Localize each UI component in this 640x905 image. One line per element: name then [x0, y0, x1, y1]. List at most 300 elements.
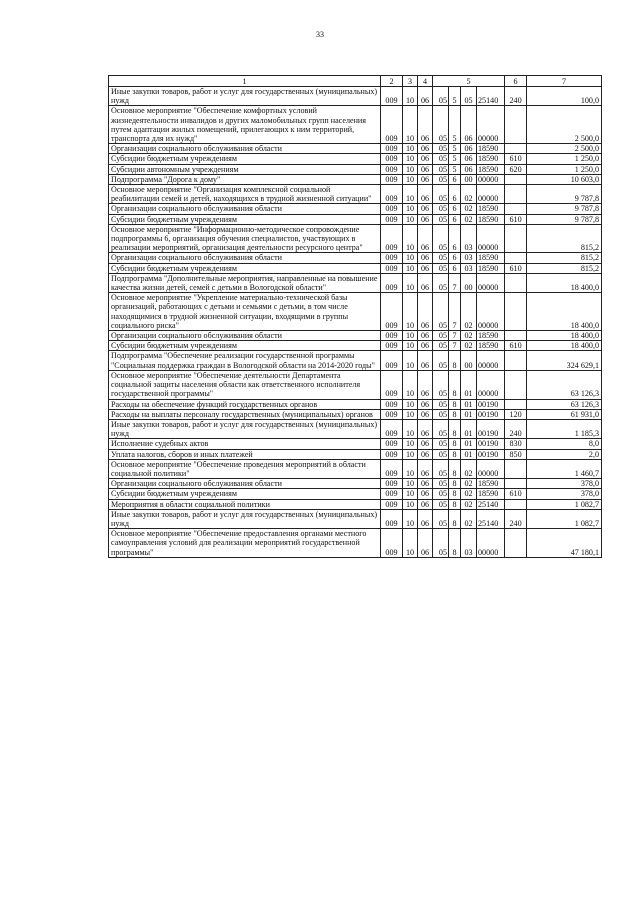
row-code-section: 10 [403, 164, 418, 174]
row-code-measure: 02 [461, 214, 477, 224]
row-amount: 47 180,1 [527, 529, 602, 558]
row-code-subsection: 06 [418, 459, 433, 478]
row-code-direction: 18590 [477, 154, 505, 164]
row-code-subsection: 06 [418, 164, 433, 174]
header-col-5: 5 [433, 76, 505, 87]
row-code-direction: 00000 [477, 351, 505, 370]
row-code-measure: 00 [461, 273, 477, 292]
row-code-measure: 03 [461, 263, 477, 273]
row-amount: 18 400,0 [527, 293, 602, 331]
row-amount: 324 629,1 [527, 351, 602, 370]
row-code-subsection: 06 [418, 185, 433, 204]
row-code-direction: 00190 [477, 409, 505, 419]
row-code-section: 10 [403, 499, 418, 509]
budget-table [108, 75, 602, 558]
row-amount: 815,2 [527, 263, 602, 273]
table-row [109, 204, 602, 214]
row-name: Субсидии бюджетным учреждениям [109, 263, 381, 273]
row-code-measure: 02 [461, 293, 477, 331]
row-code-direction: 18590 [477, 479, 505, 489]
row-code-subsection: 06 [418, 341, 433, 351]
row-code-subsection: 06 [418, 509, 433, 528]
table-row [109, 253, 602, 263]
row-code-expense-type [505, 529, 527, 558]
row-code-expense-type: 120 [505, 409, 527, 419]
row-code-subsection: 06 [418, 331, 433, 341]
row-code-program: 05 [433, 253, 449, 263]
header-col-6: 6 [505, 76, 527, 87]
row-code-subsection: 06 [418, 144, 433, 154]
row-code-subprogram: 5 [449, 87, 461, 106]
row-code-section: 10 [403, 214, 418, 224]
row-amount: 10 603,0 [527, 174, 602, 184]
row-code-ministry: 009 [381, 204, 403, 214]
row-code-program: 05 [433, 399, 449, 409]
row-code-section: 10 [403, 509, 418, 528]
row-name: Основное мероприятие "Обеспечение комфортных условий жизнедеятельности инвалидов и других маломобильных групп населения путем адаптации жилых помещений, прилегающих к ним территорий, транспорта для их нужд" [109, 106, 381, 144]
row-code-expense-type [505, 479, 527, 489]
row-amount: 1 082,7 [527, 509, 602, 528]
row-code-direction: 18590 [477, 164, 505, 174]
row-code-subprogram: 5 [449, 144, 461, 154]
row-name: Уплата налогов, сборов и иных платежей [109, 449, 381, 459]
row-code-subprogram: 8 [449, 489, 461, 499]
table-row [109, 489, 602, 499]
row-code-subsection: 06 [418, 174, 433, 184]
table-row [109, 479, 602, 489]
row-code-section: 10 [403, 351, 418, 370]
row-code-measure: 02 [461, 204, 477, 214]
row-amount: 378,0 [527, 479, 602, 489]
row-code-ministry: 009 [381, 106, 403, 144]
row-code-program: 05 [433, 87, 449, 106]
row-code-subsection: 06 [418, 224, 433, 253]
row-code-subprogram: 8 [449, 351, 461, 370]
row-code-expense-type [505, 370, 527, 399]
row-code-section: 10 [403, 87, 418, 106]
row-code-ministry: 009 [381, 87, 403, 106]
row-code-measure: 06 [461, 106, 477, 144]
row-code-program: 05 [433, 509, 449, 528]
row-name: Организации социального обслуживания области [109, 479, 381, 489]
row-code-direction: 18590 [477, 489, 505, 499]
row-name: Подпрограмма "Дорога к дому" [109, 174, 381, 184]
row-code-subsection: 06 [418, 87, 433, 106]
row-code-expense-type [505, 106, 527, 144]
row-code-subsection: 06 [418, 214, 433, 224]
header-col-4: 4 [418, 76, 433, 87]
row-code-measure: 01 [461, 399, 477, 409]
row-code-subprogram: 6 [449, 214, 461, 224]
row-code-subprogram: 8 [449, 399, 461, 409]
row-code-ministry: 009 [381, 263, 403, 273]
row-code-direction: 00190 [477, 399, 505, 409]
row-code-section: 10 [403, 449, 418, 459]
row-code-section: 10 [403, 459, 418, 478]
row-name: Основное мероприятие "Обеспечение проведения мероприятий в области социальной политики" [109, 459, 381, 478]
row-code-expense-type: 620 [505, 164, 527, 174]
row-code-ministry: 009 [381, 293, 403, 331]
row-code-subprogram: 6 [449, 253, 461, 263]
row-name: Основное мероприятие "Информационно-методическое сопровождение подпрограммы 6, организация обучения специалистов, участвующих в реализации мероприятий, организация деятельности ресурсного центра" [109, 224, 381, 253]
row-code-expense-type: 830 [505, 439, 527, 449]
row-code-section: 10 [403, 409, 418, 419]
row-code-section: 10 [403, 293, 418, 331]
row-code-direction: 25140 [477, 499, 505, 509]
row-code-measure: 06 [461, 154, 477, 164]
row-amount: 100,0 [527, 87, 602, 106]
row-name: Иные закупки товаров, работ и услуг для государственных (муниципальных) нужд [109, 87, 381, 106]
row-code-program: 05 [433, 154, 449, 164]
table-row [109, 154, 602, 164]
row-code-direction: 18590 [477, 253, 505, 263]
row-code-direction: 00000 [477, 224, 505, 253]
row-code-subsection: 06 [418, 529, 433, 558]
table-row [109, 331, 602, 341]
row-code-ministry: 009 [381, 164, 403, 174]
row-code-subsection: 06 [418, 351, 433, 370]
row-code-subsection: 06 [418, 273, 433, 292]
row-amount: 18 400,0 [527, 341, 602, 351]
row-code-expense-type [505, 174, 527, 184]
row-name: Основное мероприятие "Организация комплексной социальной реабилитации семей и детей, находящихся в трудной жизненной ситуации" [109, 185, 381, 204]
table-row [109, 174, 602, 184]
row-code-expense-type [505, 204, 527, 214]
row-code-direction: 18590 [477, 214, 505, 224]
row-code-section: 10 [403, 479, 418, 489]
row-code-expense-type: 240 [505, 509, 527, 528]
row-code-expense-type: 240 [505, 419, 527, 438]
row-code-direction: 00000 [477, 459, 505, 478]
row-code-program: 05 [433, 293, 449, 331]
row-code-section: 10 [403, 154, 418, 164]
table-row [109, 370, 602, 399]
row-name: Организации социального обслуживания области [109, 253, 381, 263]
row-code-measure: 01 [461, 409, 477, 419]
row-code-section: 10 [403, 273, 418, 292]
row-code-program: 05 [433, 263, 449, 273]
row-amount: 18 400,0 [527, 331, 602, 341]
row-code-program: 05 [433, 331, 449, 341]
row-name: Подпрограмма "Обеспечение реализации государственной программы "Социальная поддержка граждан в Вологодской области на 2014-2020 годы" [109, 351, 381, 370]
row-code-expense-type: 610 [505, 214, 527, 224]
row-code-measure: 01 [461, 419, 477, 438]
table-row [109, 499, 602, 509]
row-code-expense-type [505, 331, 527, 341]
row-code-ministry: 009 [381, 331, 403, 341]
row-code-measure: 02 [461, 509, 477, 528]
row-code-measure: 06 [461, 164, 477, 174]
row-code-program: 05 [433, 204, 449, 214]
row-code-section: 10 [403, 341, 418, 351]
row-code-subprogram: 8 [449, 529, 461, 558]
row-code-program: 05 [433, 409, 449, 419]
row-code-direction: 18590 [477, 331, 505, 341]
row-code-measure: 01 [461, 449, 477, 459]
row-code-measure: 06 [461, 144, 477, 154]
row-name: Основное мероприятие "Обеспечение предоставления органами местного самоуправления условий для реализации мероприятий государственной программы" [109, 529, 381, 558]
row-name: Исполнение судебных актов [109, 439, 381, 449]
row-code-subprogram: 6 [449, 174, 461, 184]
row-name: Основное мероприятие "Обеспечение деятельности Департамента социальной защиты населения области как ответственного исполнителя государственной программы" [109, 370, 381, 399]
row-code-subprogram: 7 [449, 341, 461, 351]
table-row [109, 351, 602, 370]
row-code-section: 10 [403, 106, 418, 144]
row-amount: 2 500,0 [527, 144, 602, 154]
row-amount: 18 400,0 [527, 273, 602, 292]
row-code-subprogram: 6 [449, 185, 461, 204]
row-code-expense-type: 610 [505, 154, 527, 164]
row-name: Мероприятия в области социальной политики [109, 499, 381, 509]
row-name: Субсидии бюджетным учреждениям [109, 154, 381, 164]
row-code-ministry: 009 [381, 409, 403, 419]
row-code-measure: 02 [461, 185, 477, 204]
row-amount: 63 126,3 [527, 399, 602, 409]
row-code-ministry: 009 [381, 174, 403, 184]
row-code-program: 05 [433, 439, 449, 449]
table-row [109, 459, 602, 478]
row-code-ministry: 009 [381, 144, 403, 154]
row-code-subprogram: 5 [449, 164, 461, 174]
row-code-expense-type: 610 [505, 341, 527, 351]
row-code-subsection: 06 [418, 263, 433, 273]
row-code-expense-type [505, 351, 527, 370]
row-code-subsection: 06 [418, 106, 433, 144]
row-code-subsection: 06 [418, 449, 433, 459]
row-code-expense-type [505, 224, 527, 253]
row-code-program: 05 [433, 164, 449, 174]
row-code-subprogram: 6 [449, 263, 461, 273]
row-code-measure: 03 [461, 224, 477, 253]
row-code-subprogram: 7 [449, 331, 461, 341]
row-code-expense-type [505, 459, 527, 478]
row-code-program: 05 [433, 449, 449, 459]
row-code-ministry: 009 [381, 214, 403, 224]
row-code-measure: 02 [461, 499, 477, 509]
table-row [109, 419, 602, 438]
row-code-ministry: 009 [381, 370, 403, 399]
row-amount: 2 500,0 [527, 106, 602, 144]
header-col-1: 1 [109, 76, 381, 87]
row-code-expense-type: 610 [505, 263, 527, 273]
row-code-direction: 00190 [477, 449, 505, 459]
row-code-section: 10 [403, 489, 418, 499]
row-code-section: 10 [403, 185, 418, 204]
header-col-7: 7 [527, 76, 602, 87]
table-row [109, 341, 602, 351]
table-header-row [109, 76, 602, 87]
row-code-measure: 05 [461, 87, 477, 106]
row-code-direction: 00000 [477, 293, 505, 331]
table-row [109, 87, 602, 106]
row-code-program: 05 [433, 351, 449, 370]
row-code-subsection: 06 [418, 370, 433, 399]
row-amount: 1 082,7 [527, 499, 602, 509]
row-code-ministry: 009 [381, 509, 403, 528]
row-code-subprogram: 8 [449, 499, 461, 509]
row-code-ministry: 009 [381, 499, 403, 509]
row-code-subprogram: 7 [449, 273, 461, 292]
row-code-expense-type [505, 144, 527, 154]
row-name: Организации социального обслуживания области [109, 331, 381, 341]
row-code-direction: 18590 [477, 263, 505, 273]
table-row [109, 263, 602, 273]
row-code-program: 05 [433, 489, 449, 499]
row-name: Субсидии бюджетным учреждениям [109, 214, 381, 224]
row-code-direction: 00000 [477, 185, 505, 204]
row-code-measure: 02 [461, 489, 477, 499]
row-code-subsection: 06 [418, 479, 433, 489]
row-amount: 9 787,8 [527, 185, 602, 204]
row-code-program: 05 [433, 144, 449, 154]
row-code-subprogram: 8 [449, 449, 461, 459]
row-code-direction: 00190 [477, 439, 505, 449]
table-row [109, 224, 602, 253]
row-code-program: 05 [433, 185, 449, 204]
row-code-subprogram: 7 [449, 293, 461, 331]
row-code-direction: 00000 [477, 370, 505, 399]
row-code-expense-type [505, 273, 527, 292]
row-code-section: 10 [403, 204, 418, 214]
row-code-ministry: 009 [381, 489, 403, 499]
table-row [109, 409, 602, 419]
row-code-subprogram: 6 [449, 204, 461, 214]
row-code-subprogram: 5 [449, 106, 461, 144]
row-code-subprogram: 8 [449, 419, 461, 438]
row-code-direction: 18590 [477, 204, 505, 214]
row-code-program: 05 [433, 479, 449, 489]
row-code-ministry: 009 [381, 459, 403, 478]
row-code-measure: 00 [461, 174, 477, 184]
row-code-ministry: 009 [381, 351, 403, 370]
row-code-subprogram: 6 [449, 224, 461, 253]
row-name: Организации социального обслуживания области [109, 144, 381, 154]
row-code-subsection: 06 [418, 489, 433, 499]
row-code-section: 10 [403, 331, 418, 341]
row-code-program: 05 [433, 273, 449, 292]
row-code-section: 10 [403, 144, 418, 154]
row-code-section: 10 [403, 224, 418, 253]
row-amount: 1 460,7 [527, 459, 602, 478]
table-row [109, 164, 602, 174]
row-code-ministry: 009 [381, 185, 403, 204]
row-code-measure: 02 [461, 331, 477, 341]
row-code-subsection: 06 [418, 154, 433, 164]
table-row [109, 399, 602, 409]
row-code-section: 10 [403, 253, 418, 263]
row-code-expense-type [505, 293, 527, 331]
row-code-subsection: 06 [418, 399, 433, 409]
row-code-ministry: 009 [381, 529, 403, 558]
row-code-section: 10 [403, 174, 418, 184]
row-code-subprogram: 8 [449, 409, 461, 419]
row-amount: 61 931,0 [527, 409, 602, 419]
row-code-ministry: 009 [381, 154, 403, 164]
row-code-section: 10 [403, 263, 418, 273]
table-row [109, 439, 602, 449]
row-name: Расходы на обеспечение функций государственных органов [109, 399, 381, 409]
table-row [109, 449, 602, 459]
row-code-subsection: 06 [418, 419, 433, 438]
row-code-ministry: 009 [381, 399, 403, 409]
row-code-direction: 00190 [477, 419, 505, 438]
row-amount: 8,0 [527, 439, 602, 449]
table-row [109, 273, 602, 292]
row-code-ministry: 009 [381, 479, 403, 489]
row-code-measure: 02 [461, 459, 477, 478]
row-code-subsection: 06 [418, 204, 433, 214]
row-code-expense-type [505, 399, 527, 409]
row-amount: 815,2 [527, 224, 602, 253]
row-code-direction: 25140 [477, 87, 505, 106]
row-code-program: 05 [433, 529, 449, 558]
row-code-direction: 00000 [477, 273, 505, 292]
row-code-program: 05 [433, 224, 449, 253]
row-code-subprogram: 5 [449, 154, 461, 164]
row-code-subsection: 06 [418, 253, 433, 263]
row-code-subsection: 06 [418, 499, 433, 509]
row-amount: 1 250,0 [527, 164, 602, 174]
table-row [109, 293, 602, 331]
row-code-expense-type [505, 499, 527, 509]
row-code-measure: 03 [461, 529, 477, 558]
row-code-direction: 18590 [477, 144, 505, 154]
header-col-3: 3 [403, 76, 418, 87]
row-code-ministry: 009 [381, 224, 403, 253]
row-name: Иные закупки товаров, работ и услуг для государственных (муниципальных) нужд [109, 509, 381, 528]
row-amount: 9 787,8 [527, 204, 602, 214]
row-code-ministry: 009 [381, 449, 403, 459]
row-code-ministry: 009 [381, 341, 403, 351]
row-code-subsection: 06 [418, 439, 433, 449]
row-code-program: 05 [433, 419, 449, 438]
row-code-expense-type: 240 [505, 87, 527, 106]
row-amount: 378,0 [527, 489, 602, 499]
row-amount: 9 787,8 [527, 214, 602, 224]
row-code-expense-type [505, 253, 527, 263]
row-code-measure: 02 [461, 479, 477, 489]
row-code-expense-type: 610 [505, 489, 527, 499]
row-code-expense-type [505, 185, 527, 204]
row-code-section: 10 [403, 419, 418, 438]
row-code-direction: 00000 [477, 106, 505, 144]
row-code-ministry: 009 [381, 419, 403, 438]
row-code-subprogram: 8 [449, 479, 461, 489]
row-code-section: 10 [403, 439, 418, 449]
row-amount: 1 250,0 [527, 154, 602, 164]
row-code-program: 05 [433, 459, 449, 478]
table-row [109, 529, 602, 558]
table-row [109, 214, 602, 224]
row-code-program: 05 [433, 370, 449, 399]
row-name: Организации социального обслуживания области [109, 204, 381, 214]
row-name: Расходы на выплаты персоналу государственных (муниципальных) органов [109, 409, 381, 419]
page-number: 33 [316, 30, 324, 39]
row-code-ministry: 009 [381, 273, 403, 292]
row-code-subprogram: 8 [449, 439, 461, 449]
row-name: Иные закупки товаров, работ и услуг для государственных (муниципальных) нужд [109, 419, 381, 438]
row-code-ministry: 009 [381, 439, 403, 449]
table-row [109, 509, 602, 528]
row-code-measure: 01 [461, 370, 477, 399]
row-code-program: 05 [433, 174, 449, 184]
row-code-program: 05 [433, 341, 449, 351]
row-code-direction: 18590 [477, 341, 505, 351]
row-code-direction: 25140 [477, 509, 505, 528]
row-code-section: 10 [403, 370, 418, 399]
row-name: Подпрограмма "Дополнительные мероприятия, направленные на повышение качества жизни детей, семей с детьми в Вологодской области" [109, 273, 381, 292]
row-code-program: 05 [433, 106, 449, 144]
